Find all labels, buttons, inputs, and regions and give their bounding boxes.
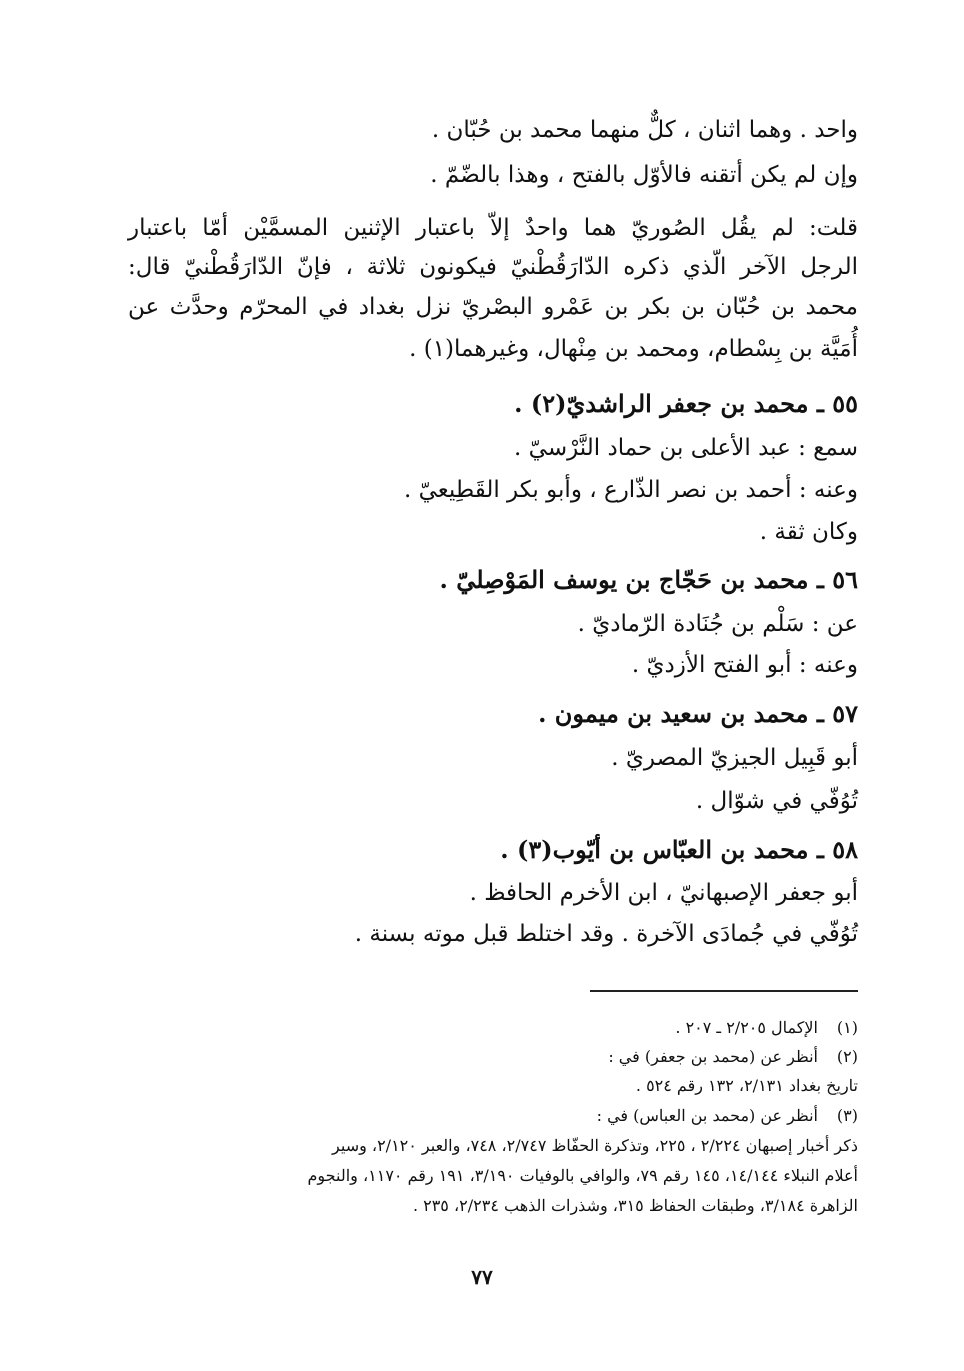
footnote-line (128, 1132, 858, 1160)
footnote-number: (٣) (836, 1106, 858, 1125)
footnote-text: أنظر عن (محمد بن العباس) في : (596, 1106, 818, 1125)
footnote-line (128, 1014, 858, 1042)
entry-title: ٥٦ ـ محمد بن حَجّاج بن يوسف المَوْصِليّ . (439, 565, 858, 594)
entry-line: سمع : عبد الأعلى بن حماد النَّرْسيّ . (514, 435, 858, 461)
body-line: قلت: لم يقُل الصُوريّ هما واحدٌ إلاّ باعتبار الإثنين المسمَّيْن أمّا باعتبار (128, 215, 858, 241)
entry-line: أبو قَبِيل الجيزيّ المصريّ . (611, 745, 858, 771)
footnote-line (128, 1043, 858, 1071)
footnote-line (128, 1102, 858, 1130)
footnote-number: (٢) (836, 1047, 858, 1066)
footnote-separator (590, 990, 858, 992)
body-line: وإن لم يكن أتقنه فالأوّل بالفتح ، وهذا بالضّمّ . (430, 162, 858, 188)
footnote-text: الإكمال ٢/٢٠٥ ـ ٢٠٧ . (675, 1018, 818, 1037)
footnote-text: أنظر عن (محمد بن جعفر) في : (608, 1047, 818, 1066)
page-number: ٧٧ (471, 1265, 493, 1289)
entry-title: ٥٨ ـ محمد بن العبّاس بن أيّوب(٣) . (500, 835, 858, 864)
entry-title: ٥٥ ـ محمد بن جعفر الراشديّ(٢) . (514, 389, 858, 418)
entry-title: ٥٧ ـ محمد بن سعيد بن ميمون . (538, 699, 858, 728)
body-line: واحد . وهما اثنان ، كلٌّ منهما محمد بن حُبّان . (431, 117, 858, 143)
entry-line: أبو جعفر الإصبهانيّ ، ابن الأخرم الحافظ . (469, 880, 858, 906)
entry-line: عن : سَلْم بن جُنَادة الرّماديّ . (577, 611, 858, 637)
body-line: محمد بن حُبّان بن بكر بن عَمْرو البصْريّ نزل بغداد في المحرّم وحدَّث عن (128, 294, 858, 320)
entry-line: تُوُفّي في شوّال . (695, 788, 858, 814)
entry-line: وكان ثقة . (759, 519, 858, 545)
footnote-line (128, 1192, 858, 1220)
entry-line: وعنه : أحمد بن نصر الذّارع ، وأبو بكر القَطِيعيّ . (404, 477, 858, 503)
footnote-text: أعلام النبلاء ١٤/١٤٤، ١٤٥ رقم ٧٩، والوافي بالوفيات ٣/١٩٠، ١٩١ رقم ١١٧٠، والنجوم (307, 1166, 858, 1185)
body-line: أُمَيَّة بن بِسْطام، ومحمد بن مِنْهال، وغيرهما(١) . (409, 336, 858, 362)
footnote-text: تاريخ بغداد ٢/١٣١، ١٣٢ رقم ٥٢٤ . (635, 1076, 858, 1095)
footnote-line (128, 1162, 858, 1190)
body-line: الرجل الآخر الّذي ذكره الدّارَقُطْنيّ فيكونون ثلاثة ، فإنّ الدّارَقُطْنيّ قال: (128, 254, 858, 280)
footnote-text: ذكر أخبار إصبهان ٢/٢٢٤ ، ٢٢٥، وتذكرة الحفّاظ ٢/٧٤٧، ٧٤٨، والعبر ٢/١٢٠، وسير (332, 1136, 858, 1155)
footnote-line (128, 1072, 858, 1100)
entry-line: تُوُفّي في جُمادَى الآخرة . وقد اختلط قبل موته بسنة . (354, 921, 858, 947)
entry-line: وعنه : أبو الفتح الأزديّ . (631, 652, 858, 678)
footnote-number: (١) (836, 1018, 858, 1037)
footnote-text: الزاهرة ٣/١٨٤، وطبقات الحفاظ ٣١٥، وشذرات الذهب ٢/٢٣٤، ٢٣٥ . (412, 1196, 858, 1215)
